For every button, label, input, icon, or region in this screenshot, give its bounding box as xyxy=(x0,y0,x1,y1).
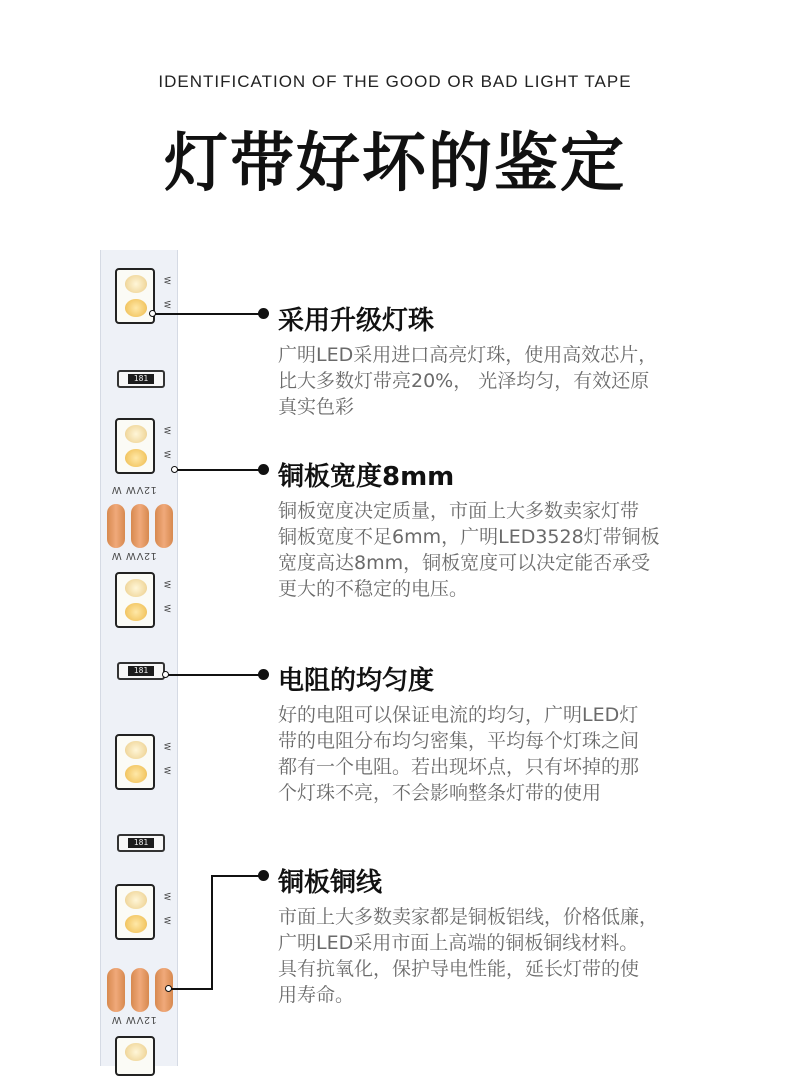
resistor-code: 181 xyxy=(128,666,154,676)
feature-desc-copper-width: 铜板宽度决定质量，市面上大多数卖家灯带 铜板宽度不足6mm，广明LED3528灯带铜板 宽度高达8mm，铜板宽度可以决定能否承受 更大的不稳定的电压。 xyxy=(278,500,660,600)
led-mark: W xyxy=(162,426,172,435)
led-chip xyxy=(115,884,155,940)
led-mark: W xyxy=(162,604,172,613)
resistor-code: 181 xyxy=(128,838,154,848)
led-chip xyxy=(115,734,155,790)
led-chip xyxy=(115,572,155,628)
feature-title-resistor-uniformity: 电阻的均匀度 xyxy=(278,666,435,696)
feature-title-upgraded-led: 采用升级灯珠 xyxy=(278,306,435,336)
resistor xyxy=(117,662,165,680)
led-mark: W xyxy=(162,916,172,925)
voltage-mark: 12VW W xyxy=(111,484,157,495)
callout-line xyxy=(211,875,263,877)
callout-bullet xyxy=(258,669,269,680)
callout-bullet xyxy=(258,308,269,319)
callout-bullet xyxy=(258,870,269,881)
callout-line xyxy=(177,469,263,471)
page-subtitle: IDENTIFICATION OF THE GOOD OR BAD LIGHT TAPE xyxy=(158,72,632,91)
led-mark: W xyxy=(162,276,172,285)
callout-line xyxy=(155,313,263,315)
led-chip xyxy=(115,1036,155,1076)
led-mark: W xyxy=(162,450,172,459)
resistor xyxy=(117,370,165,388)
resistor xyxy=(117,834,165,852)
callout-bullet xyxy=(258,464,269,475)
led-mark: W xyxy=(162,742,172,751)
feature-desc-upgraded-led: 广明LED采用进口高亮灯珠，使用高效芯片， 比大多数灯带亮20%， 光泽均匀，有效还原 真实色彩 xyxy=(278,344,658,418)
callout-line xyxy=(211,875,213,990)
page-title: 灯带好坏的鉴定 xyxy=(164,127,626,201)
feature-title-copper-wire: 铜板铜线 xyxy=(278,868,383,898)
solder-pads xyxy=(107,504,177,548)
led-mark: W xyxy=(162,580,172,589)
feature-desc-copper-wire: 市面上大多数卖家都是铜板铝线，价格低廉， 广明LED采用市面上高端的铜板铜线材料。 具有抗氧化，保护导电性能，延长灯带的使 用寿命。 xyxy=(278,906,659,1006)
feature-desc-resistor-uniformity: 好的电阻可以保证电流的均匀，广明LED灯 带的电阻分布均匀密集，平均每个灯珠之间 都有一个电阻。若出现坏点，只有坏掉的那 个灯珠不亮，不会影响整条灯带的使用 xyxy=(278,704,640,804)
callout-line xyxy=(168,674,263,676)
led-mark: W xyxy=(162,766,172,775)
feature-title-copper-width: 铜板宽度8mm xyxy=(278,462,455,492)
callout-line xyxy=(171,988,213,990)
voltage-mark: 12VW W xyxy=(111,1014,157,1025)
led-strip-illustration xyxy=(100,250,178,1066)
led-chip xyxy=(115,418,155,474)
voltage-mark: 12VW W xyxy=(111,550,157,561)
led-mark: W xyxy=(162,892,172,901)
led-mark: W xyxy=(162,300,172,309)
resistor-code: 181 xyxy=(128,374,154,384)
